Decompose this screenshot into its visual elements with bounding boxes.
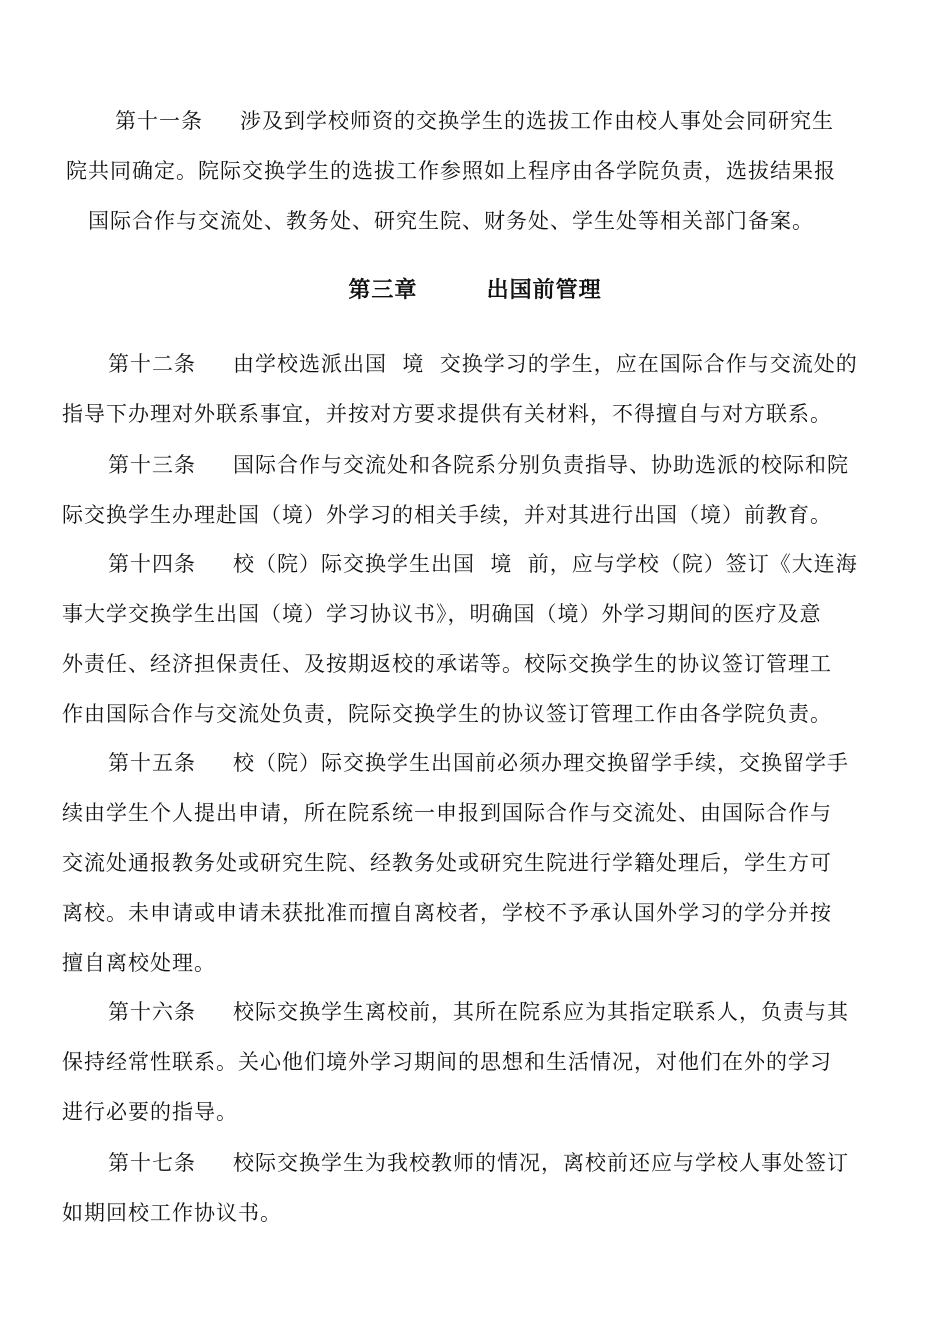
article-15-line-4: 离校。未申请或申请未获批准而擅自离校者，学校不予承认国外学习的学分并按: [62, 901, 832, 925]
article-15-line-2: 续由学生个人提出申请，所在院系统一申报到国际合作与交流处、由国际合作与: [62, 801, 832, 825]
article-16-line-1: 校际交换学生离校前，其所在院系应为其指定联系人，负责与其: [233, 1000, 849, 1024]
article-16-line-3: 进行必要的指导。: [62, 1100, 238, 1124]
article-14-line-4: 作由国际合作与交流处负责，院际交换学生的协议签订管理工作由各学院负责。: [62, 702, 832, 726]
article-12-line-2: 指导下办理对外联系事宜，并按对方要求提供有关材料，不得擅自与对方联系。: [62, 402, 832, 426]
article-17-label: 第十七条: [108, 1151, 196, 1175]
article-16-line-2: 保持经常性联系。关心他们境外学习期间的思想和生活情况，对他们在外的学习: [62, 1050, 832, 1074]
article-17-line-1: 校际交换学生为我校教师的情况，离校前还应与学校人事处签订: [233, 1151, 849, 1175]
article-14-label: 第十四条: [108, 552, 196, 576]
article-13-line-1: 国际合作与交流处和各院系分别负责指导、协助选派的校际和院: [233, 453, 849, 477]
chapter-number: 第三章: [348, 278, 418, 303]
article-11-line-2: 院共同确定。院际交换学生的选拔工作参照如上程序由各学院负责，选拔结果报: [66, 159, 836, 183]
article-14-line-2: 事大学交换学生出国（境）学习协议书》，明确国（境）外学习期间的医疗及意: [62, 602, 822, 626]
article-12-line-1: 由学校选派出国 境 交换学习的学生，应在国际合作与交流处的: [233, 352, 858, 376]
chapter-heading: [0, 276, 950, 306]
article-13-line-2: 际交换学生办理赴国（境）外学习的相关手续，并对其进行出国（境）前教育。: [62, 503, 832, 527]
article-15-line-1: 校（院）际交换学生出国前必须办理交换留学手续，交换留学手: [233, 751, 849, 775]
article-12-label: 第十二条: [108, 352, 196, 376]
article-13-label: 第十三条: [108, 453, 196, 477]
article-17-line-2: 如期回校工作协议书。: [62, 1201, 282, 1225]
article-14-line-3: 外责任、经济担保责任、及按期返校的承诺等。校际交换学生的协议签订管理工: [62, 652, 832, 676]
article-15-label: 第十五条: [108, 751, 196, 775]
article-15-line-3: 交流处通报教务处或研究生院、经教务处或研究生院进行学籍处理后，学生方可: [62, 851, 832, 875]
article-14-line-1: 校（院）际交换学生出国 境 前，应与学校（院）签订《大连海: [233, 552, 858, 576]
article-15-line-5: 擅自离校处理。: [62, 951, 216, 975]
article-11-line-3: 国际合作与交流处、教务处、研究生院、财务处、学生处等相关部门备案。: [88, 209, 814, 233]
chapter-title: 出国前管理: [486, 278, 602, 303]
article-16-label: 第十六条: [108, 1000, 196, 1024]
article-11-label: 第十一条: [115, 109, 203, 133]
article-11-line-1: 涉及到学校师资的交换学生的选拔工作由校人事处会同研究生: [240, 109, 834, 133]
